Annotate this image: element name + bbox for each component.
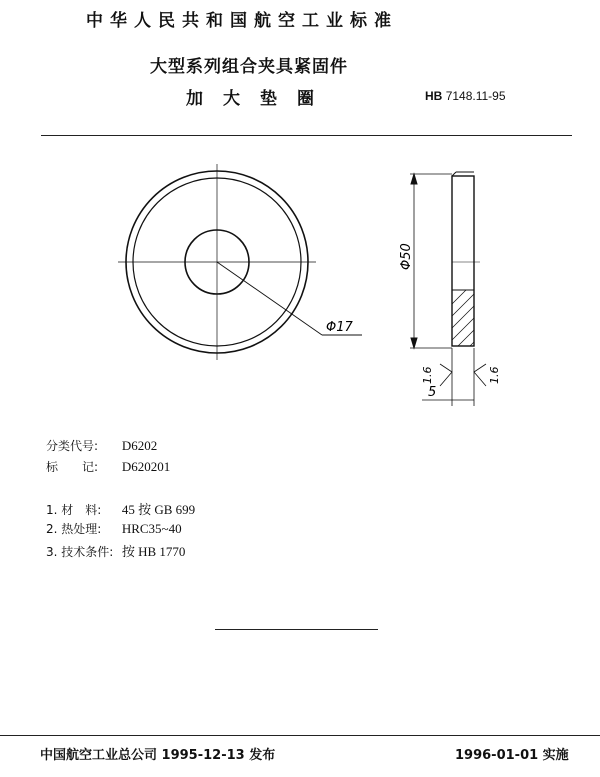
material-value: 45 按 GB 699 bbox=[121, 502, 196, 517]
material-row bbox=[46, 499, 195, 518]
outer-diameter-label: Φ50 bbox=[399, 243, 414, 270]
thickness-label: 5 bbox=[428, 385, 437, 400]
technical-conditions-row bbox=[46, 541, 185, 560]
standard-code: 7148.11-95 bbox=[445, 89, 506, 103]
roughness-symbol-right bbox=[474, 364, 486, 386]
arrow-bottom bbox=[411, 338, 417, 348]
classification-value: D6202 bbox=[121, 438, 158, 453]
classification-label: 分类代号: bbox=[46, 439, 99, 453]
classification-row bbox=[46, 437, 157, 454]
marking-value: D620201 bbox=[121, 459, 171, 474]
roughness-left-label: 1.6 bbox=[421, 366, 434, 384]
heat-treatment-row bbox=[46, 520, 182, 537]
document-subtitle: 加大垫圈 bbox=[186, 89, 334, 109]
standard-prefix: HB bbox=[425, 89, 443, 103]
roughness-symbol-left bbox=[440, 364, 452, 386]
heat-treatment-value: HRC35~40 bbox=[121, 521, 182, 536]
header-divider bbox=[41, 135, 572, 136]
technical-drawing bbox=[100, 150, 540, 430]
standard-category-title: 中华人民共和国航空工业标准 bbox=[86, 11, 398, 31]
marking-row bbox=[46, 458, 170, 475]
end-divider bbox=[215, 629, 378, 630]
standard-number bbox=[425, 89, 506, 103]
document-title: 大型系列组合夹具紧固件 bbox=[150, 57, 348, 77]
inner-diameter-label: Φ17 bbox=[326, 320, 353, 335]
arrow-top bbox=[411, 174, 417, 184]
washer-section bbox=[452, 176, 474, 346]
leader-line bbox=[217, 262, 322, 335]
issue-date: 中国航空工业总公司 1995-12-13 发布 bbox=[40, 748, 276, 763]
technical-conditions-label: 3. 技术条件: bbox=[46, 545, 114, 559]
heat-treatment-label: 2. 热处理: bbox=[46, 522, 102, 536]
marking-label: 标 记: bbox=[46, 460, 99, 474]
footer-divider bbox=[0, 735, 600, 736]
effective-date: 1996-01-01 实施 bbox=[455, 748, 569, 763]
material-label: 1. 材 料: bbox=[46, 503, 102, 517]
technical-conditions-value: 按 HB 1770 bbox=[121, 544, 186, 559]
hatch-lines bbox=[452, 290, 474, 346]
roughness-right-label: 1.6 bbox=[488, 366, 501, 384]
